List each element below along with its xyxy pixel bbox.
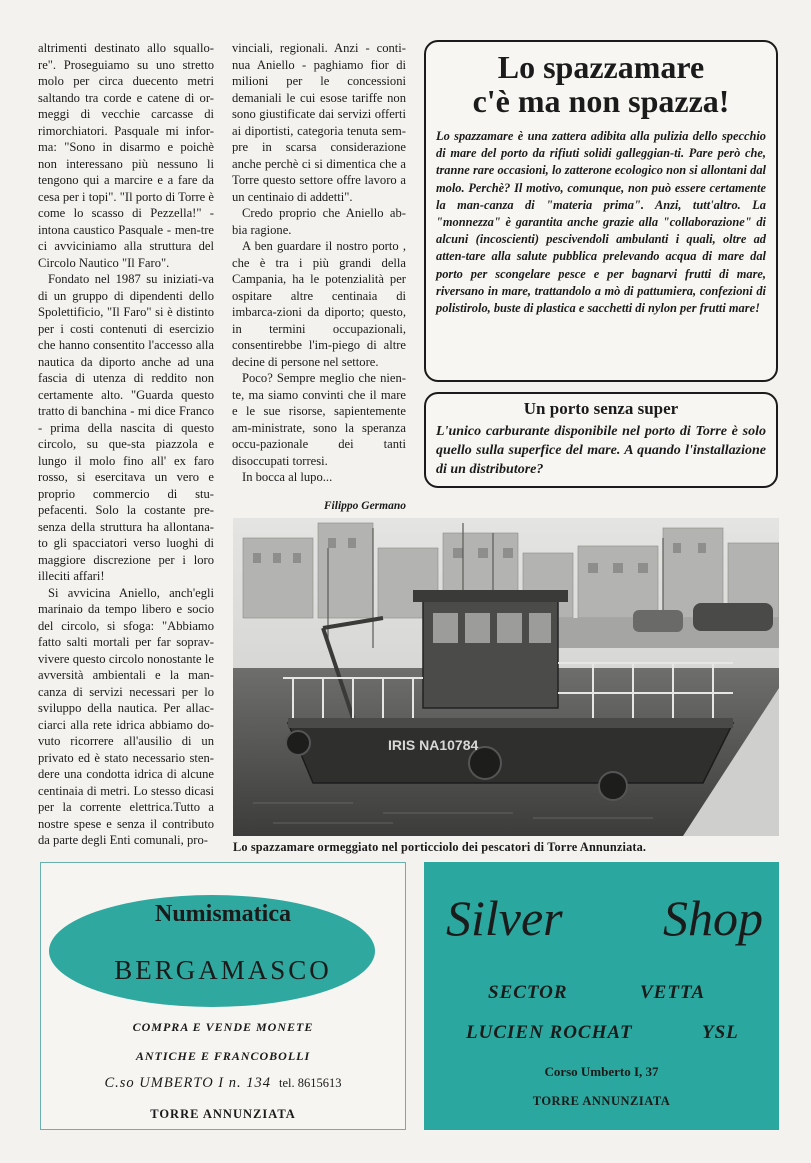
author-signature: Filippo Germano [323,499,406,512]
ad-shop-word-2: Shop [663,890,763,946]
ad-brand: YSL [702,1022,739,1043]
ad-brand: VETTA [640,982,706,1003]
ad-address: Corso Umberto I, 37 [544,1064,659,1079]
article-paragraph: altrimenti destinato allo squallo-re". Proseguiamo su uno stretto molo per circa duecento metri saltando tra corde e catene di or-meggi di vecchie carcasse di rimorchiatori. Pasquale mi infor-ma: "Sono in disarmo e poichè non interessano più nessuno li tengono qui a marcire e a fare da cesa per i topi". "Il porto di Torre è come lo scasso di Pezzella!" - intona caustico Pasquale - men-tre ci avviciniamo alla struttura del Circolo Nautico "Il Faro". [38,41,214,270]
ad-silver-shop [424,862,779,1130]
ad-shop-word-1: Silver [446,890,563,946]
box-body: Lo spazzamare è una zattera adibita alla pulizia dello specchio di mare del porto da rifiuti solidi galleggian-ti. Pare però che, tranne rare occasioni, lo zatterone ecologico non si allontani dal molo. Perchè? Il motivo, comunque, non può essere certamente la man-canza di "materia prima". Anzi, tutt'altro. La "monnezza" è garantita anche grazie alla "collaborazione" di alcuni (incoscienti) pescivendoli ambulanti i quali, oltre ad atten-tare alla salute pubblica prelevando acqua di mare dal porto per scongelare pesce e per bagnarvi frutti di mare, riversano in mare, trattandolo a mò di pattumiera, confezioni di polistirolo, buste di plastica e sacchetti di nylon per frutti mare! [436,129,766,316]
ad-name-line-2: BERGAMASCO [114,955,332,985]
ad-brand: LUCIEN ROCHAT [466,1022,633,1043]
ad-address-line [41,1075,405,1092]
article-paragraph: Credo proprio che Aniello ab-bia ragione. [232,206,406,237]
article-paragraph: A ben guardare il nostro porto , che è tra i più grandi della Campania, ha le potenzialità per ospitare altre centinaia di imbarca-zioni da diporto; questo, in termini occupazionali, consentirebbe l'im-piego di altre decine di persone nel settore. [232,239,406,369]
ad-city: TORRE ANNUNZIATA [532,1094,671,1108]
article-column-1 [38,40,214,849]
ad-city: TORRE ANNUNZIATA [150,1107,296,1121]
box-title-line-1: Lo spazzamare [497,49,705,85]
ad-phone: tel. 8615613 [279,1076,342,1090]
box-title-line-2: c'è ma non spazza! [472,83,730,119]
photo-caption: Lo spazzamare ormeggiato nel porticciolo dei pescatori di Torre Annunziata. [233,840,647,854]
ad-name-line-1: Numismatica [155,901,291,927]
ad-address: C.so UMBERTO I n. 134 [104,1075,272,1091]
article-paragraph: vinciali, regionali. Anzi - conti-nua Aniello - paghiamo fior di milioni per le concessioni demaniali le cui esose tariffe non sono giustificate dai servizi offerti ai diportisti, categoria tenuta sem-pre in scarsa considerazione anche perchè ci si dimentica che a Torre questo settore offre lavoro a un centinaio di addetti". [232,41,406,204]
hull-label: IRIS NA10784 [388,737,479,753]
box-body: L'unico carburante disponibile nel porto di Torre è solo quello sulla superfice del mare. A quando l'installazione di un distributore? [436,424,766,477]
ad-numismatica-bergamasco [40,862,406,1130]
article-paragraph: Fondato nel 1987 su iniziati-va di un gruppo di dipendenti dello Spolettificio, "Il Faro" si è distinto per i costi contenuti di esercizio che hanno consentito l'accesso alla nautica da diporto anche ad una fascia di utenza di reddito non certamente alto. "Guarda questo tratto di banchina - mi dice Franco - prima della nascita di questo circolo, su que-sta piazzola e lungo il molo fino all' ex faro rosso, si esercitava un vero e proprio commercio di stu-pefacenti. Solo la costante pre-senza della struttura ha allontana-to gli spacciatori verso luoghi di maggiore discrezione per i loro illeciti affari! [38,272,214,583]
article-paragraph: In bocca al lupo... [242,470,333,484]
sidebar-box-spazzamare [424,40,778,382]
box-title: Un porto senza super [523,399,679,418]
ad-text-line: COMPRA E VENDE MONETE [132,1020,314,1034]
box-title [436,50,766,118]
article-paragraph: Poco? Sempre meglio che nien-te, ma siamo convinti che il mare e le sue risorse, sapientemente am-ministrate, sono la speranza occu-pazionale dei tanti disoccupati torresi. [232,371,406,468]
ad-text-line: ANTICHE E FRANCOBOLLI [135,1049,311,1063]
article-column-2 [232,40,406,514]
boat-photo-illustration [233,518,779,836]
ad-brand: SECTOR [488,982,568,1003]
sidebar-box-porto [424,392,778,488]
article-paragraph: Si avvicina Aniello, anch'egli marinaio da tempo libero e socio del circolo, si sfoga: "Abbiamo fatto salti mortali per far soprav-vivere questo circolo nonostante le avversità ambientali e la man-canza di servizi necessari per lo sviluppo della nautica. Per allac-ciarci alla rete idrica abbiamo do-vuto ricorrere all'ausilio di un privato ed è stato necessario sten-dere una condotta idrica di alcune centinaia di metri. Lo stesso dicasi per la corrente elettrica.Tutto a nostre spese e senza il contributo da parte degli Enti comunali, pro- [38,585,214,847]
harbor-photo [233,518,779,836]
